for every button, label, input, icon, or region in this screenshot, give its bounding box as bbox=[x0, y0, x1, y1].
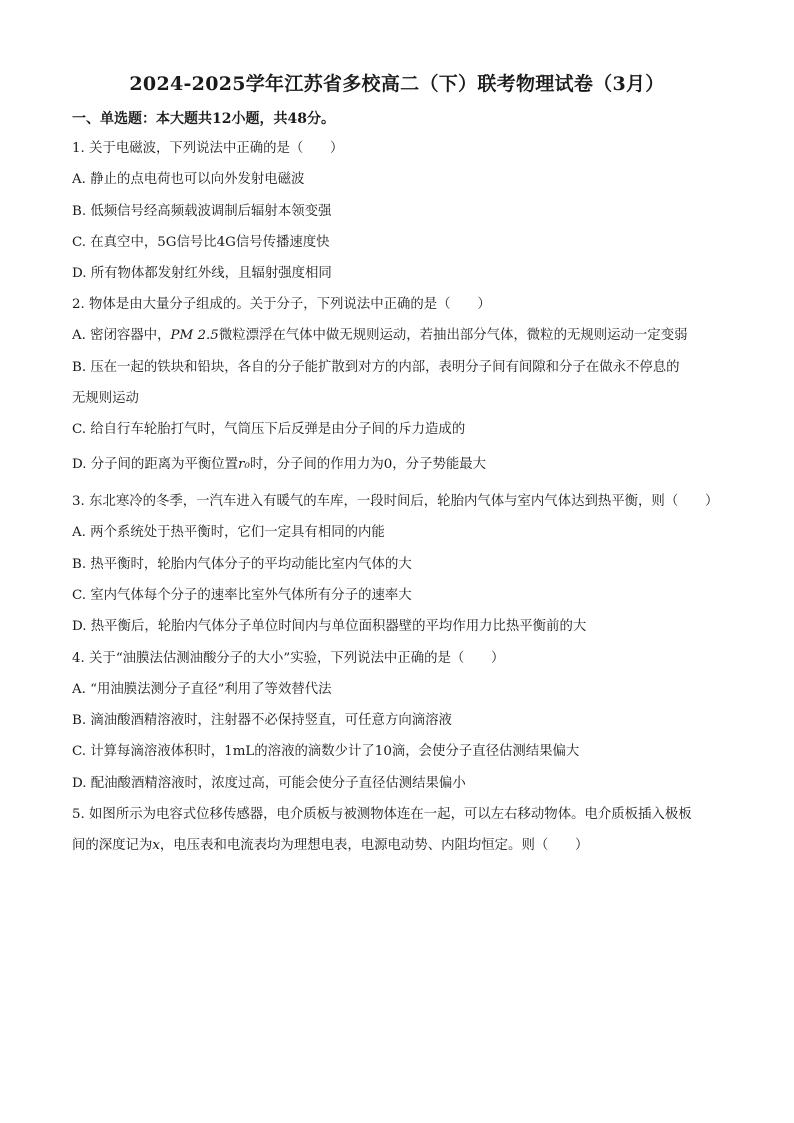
q2-option-a-math: PM 2.5 bbox=[170, 328, 219, 343]
q5-stem-line1: 5. 如图所示为电容式位移传感器，电介质板与被测物体连在一起，可以左右移动物体。电介质板插入极板 bbox=[72, 807, 692, 822]
q1-option-d: D. 所有物体都发射红外线，且辐射强度相同 bbox=[72, 266, 332, 281]
q2-option-d-math: r₀ bbox=[238, 457, 250, 472]
q2-option-c: C. 给自行车轮胎打气时，气筒压下后反弹是由分子间的斥力造成的 bbox=[72, 422, 466, 437]
q5-math-x: x bbox=[152, 838, 160, 853]
q2-option-a bbox=[72, 326, 727, 346]
q2-option-d bbox=[72, 455, 727, 475]
q3-stem: 3. 东北寒冷的冬季，一汽车进入有暖气的车库，一段时间后，轮胎内气体与室内气体达到热平衡，则（ ） bbox=[72, 494, 719, 509]
q2-stem: 2. 物体是由大量分子组成的。关于分子，下列说法中正确的是（ ） bbox=[72, 297, 491, 312]
q2-option-a-prefix: A. 密闭容器中， bbox=[72, 328, 171, 343]
q4-option-c: C. 计算每滴溶液体积时，1mL的溶液的滴数少计了10滴，会使分子直径估测结果偏大 bbox=[72, 744, 580, 759]
q5-stem-line2-prefix: 间的深度记为 bbox=[72, 838, 153, 853]
q1-option-c: C. 在真空中，5G信号比4G信号传播速度快 bbox=[72, 235, 330, 250]
q3-option-b: B. 热平衡时，轮胎内气体分子的平均动能比室内气体的大 bbox=[72, 557, 412, 572]
q1-stem: 1. 关于电磁波，下列说法中正确的是（ ） bbox=[72, 141, 344, 156]
q2-option-b-line2: 无规则运动 bbox=[72, 391, 139, 406]
q5-stem-line2 bbox=[72, 836, 727, 856]
exam-title: 2024-2025学年江苏省多校高二（下）联考物理试卷（3月） bbox=[129, 73, 665, 95]
q3-option-d: D. 热平衡后，轮胎内气体分子单位时间内与单位面积器壁的平均作用力比热平衡前的大 bbox=[72, 619, 587, 634]
q4-stem: 4. 关于“油膜法估测油酸分子的大小”实验，下列说法中正确的是（ ） bbox=[72, 651, 505, 666]
section-heading: 一、单选题：本大题共12小题，共48分。 bbox=[72, 111, 335, 127]
q2-option-a-suffix: 微粒漂浮在气体中做无规则运动，若抽出部分气体，微粒的无规则运动一定变弱 bbox=[218, 328, 688, 343]
q4-option-b: B. 滴油酸酒精溶液时，注射器不必保持竖直，可任意方向滴溶液 bbox=[72, 713, 452, 728]
q1-option-b: B. 低频信号经高频载波调制后辐射本领变强 bbox=[72, 204, 332, 219]
q2-option-d-suffix: 时，分子间的作用力为0，分子势能最大 bbox=[249, 457, 487, 472]
q1-option-a: A. 静止的点电荷也可以向外发射电磁波 bbox=[72, 172, 305, 187]
q3-option-c: C. 室内气体每个分子的速率比室外气体所有分子的速率大 bbox=[72, 588, 412, 603]
q4-option-d: D. 配油酸酒精溶液时，浓度过高，可能会使分子直径估测结果偏小 bbox=[72, 776, 466, 791]
q2-option-b-line1: B. 压在一起的铁块和铅块，各自的分子能扩散到对方的内部，表明分子间有间隙和分子在做永不停息的 bbox=[72, 360, 680, 375]
q3-option-a: A. 两个系统处于热平衡时，它们一定具有相同的内能 bbox=[72, 525, 385, 540]
q4-option-a: A. “用油膜法测分子直径”利用了等效替代法 bbox=[72, 682, 332, 697]
q2-option-d-prefix: D. 分子间的距离为平衡位置 bbox=[72, 457, 239, 472]
q5-stem-line2-suffix: ，电压表和电流表均为理想电表，电源电动势、内阻均恒定。则（ ） bbox=[159, 838, 589, 853]
